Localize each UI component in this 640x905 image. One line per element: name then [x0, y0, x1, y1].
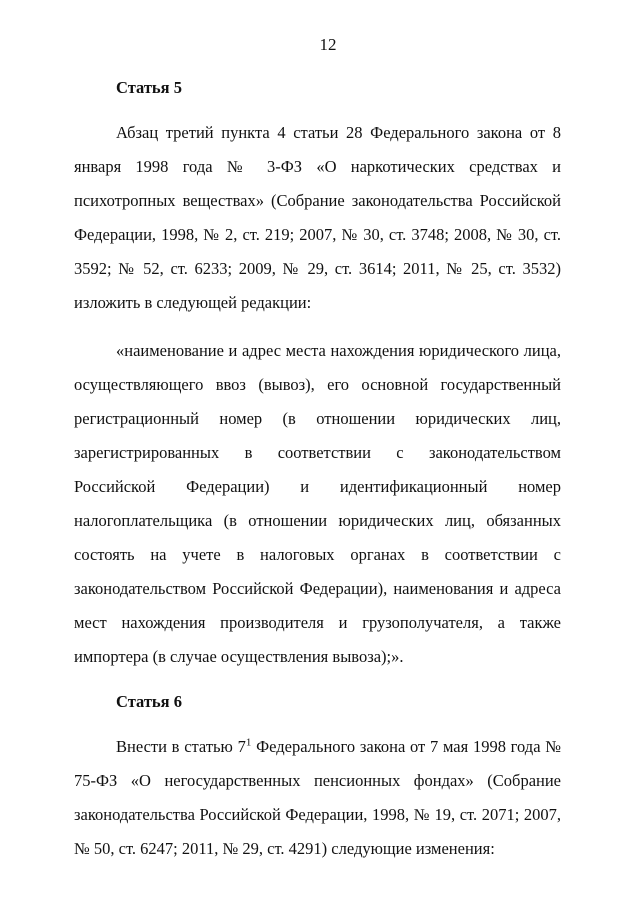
article-6-text [74, 730, 561, 866]
article-6-superscript: 1 [245, 736, 252, 749]
article-6-text-start: Внести в статью 7 [116, 737, 246, 756]
article-5-text: Абзац третий пункта 4 статьи 28 Федерального закона от 8 января 1998 года № 3-ФЗ «О наркотических средствах и психотропных веществах» (Собрание законодательства Российской Федерации, 1998, № 2, ст. 219; 2007, № 30, ст. 3748; 2008, № 30, ст. 3592; № 52, ст. 6233; 2009, № 29, ст. 3614; 2011, № 25, ст. 3532) изложить в следующей редакции: [74, 123, 561, 312]
article-5-quote: «наименование и адрес места нахождения юридического лица, осуществляющего ввоз (вывоз), его основной государственный регистрационный номер (в отношении юридических лиц, зарегистрированных в соответствии с законодательством Российской Федерации) и идентификационный номер налогоплательщика (в отношении юридических лиц, обязанных состоять на учете в налоговых органах в соответствии с законодательством Российской Федерации), наименования и адреса мест нахождения производителя и грузополучателя, а также импортера (в случае осуществления вывоза);». [74, 341, 561, 666]
article-6-text-rest: Федерального закона от 7 мая 1998 года № 75-ФЗ «О негосударственных пенсионных фондах» (Собрание законодательства Российской Федерации, 1998, № 19, ст. 2071; 2007, № 50, ст. 6247; 2011, № 29, ст. 4291) следующие изменения: [74, 737, 562, 858]
article-6-heading: Статья 6 [116, 692, 182, 711]
article-5-heading: Статья 5 [116, 78, 182, 97]
document-body [74, 72, 561, 866]
page-number: 12 [319, 35, 337, 54]
